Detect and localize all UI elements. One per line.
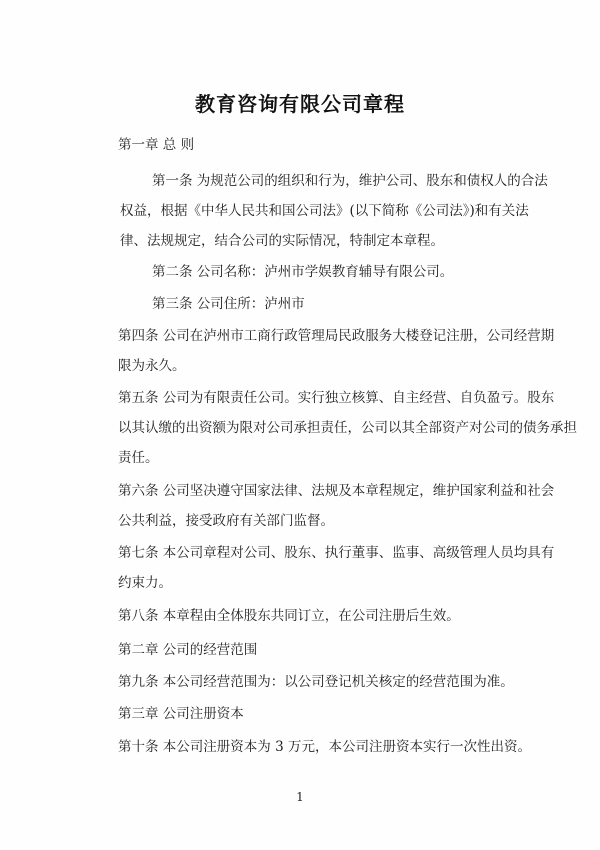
article-4-line-1: 第四条 公司在泸州市工商行政管理局民政服务大楼登记注册，公司经营期 xyxy=(118,328,555,344)
article-1-line-3: 律、法规规定，结合公司的实际情况，特制定本章程。 xyxy=(120,233,444,249)
article-3: 第三条 公司住所：泸州市 xyxy=(152,296,305,312)
document-title: 教育咨询有限公司章程 xyxy=(195,92,405,116)
chapter-1-heading: 第一章 总 则 xyxy=(118,137,195,153)
page-number: 1 xyxy=(296,790,304,804)
article-7-line-2: 约束力。 xyxy=(118,575,172,591)
article-5-line-1: 第五条 公司为有限责任公司。实行独立核算、自主经营、自负盈亏。股东 xyxy=(118,390,555,406)
chapter-2-heading: 第二章 公司的经营范围 xyxy=(118,642,258,658)
article-1-line-1: 第一条 为规范公司的组织和行为，维护公司、股东和债权人的合法 xyxy=(152,173,548,189)
article-6-line-2: 公共利益，接受政府有关部门监督。 xyxy=(118,513,334,529)
chapter-3-heading: 第三章 公司注册资本 xyxy=(118,706,244,722)
article-1-line-2: 权益，根据《中华人民共和国公司法》(以下简称《公司法》)和有关法 xyxy=(120,203,529,219)
article-10: 第十条 本公司注册资本为 3 万元，本公司注册资本实行一次性出资。 xyxy=(118,739,531,755)
article-4-line-2: 限为永久。 xyxy=(118,358,186,374)
article-7-line-1: 第七条 本公司章程对公司、股东、执行董事、监事、高级管理人员均具有 xyxy=(118,545,555,561)
article-5-line-2: 以其认缴的出资额为限对公司承担责任，公司以其全部资产对公司的债务承担 xyxy=(118,420,577,436)
article-9: 第九条 本公司经营范围为：以公司登记机关核定的经营范围为准。 xyxy=(118,674,514,690)
article-8: 第八条 本章程由全体股东共同订立，在公司注册后生效。 xyxy=(118,608,460,624)
article-5-line-3: 责任。 xyxy=(118,450,159,466)
article-6-line-1: 第六条 公司坚决遵守国家法律、法规及本章程规定，维护国家利益和社会 xyxy=(118,483,555,499)
article-2: 第二条 公司名称：泸州市学娱教育辅导有限公司。 xyxy=(152,264,454,280)
